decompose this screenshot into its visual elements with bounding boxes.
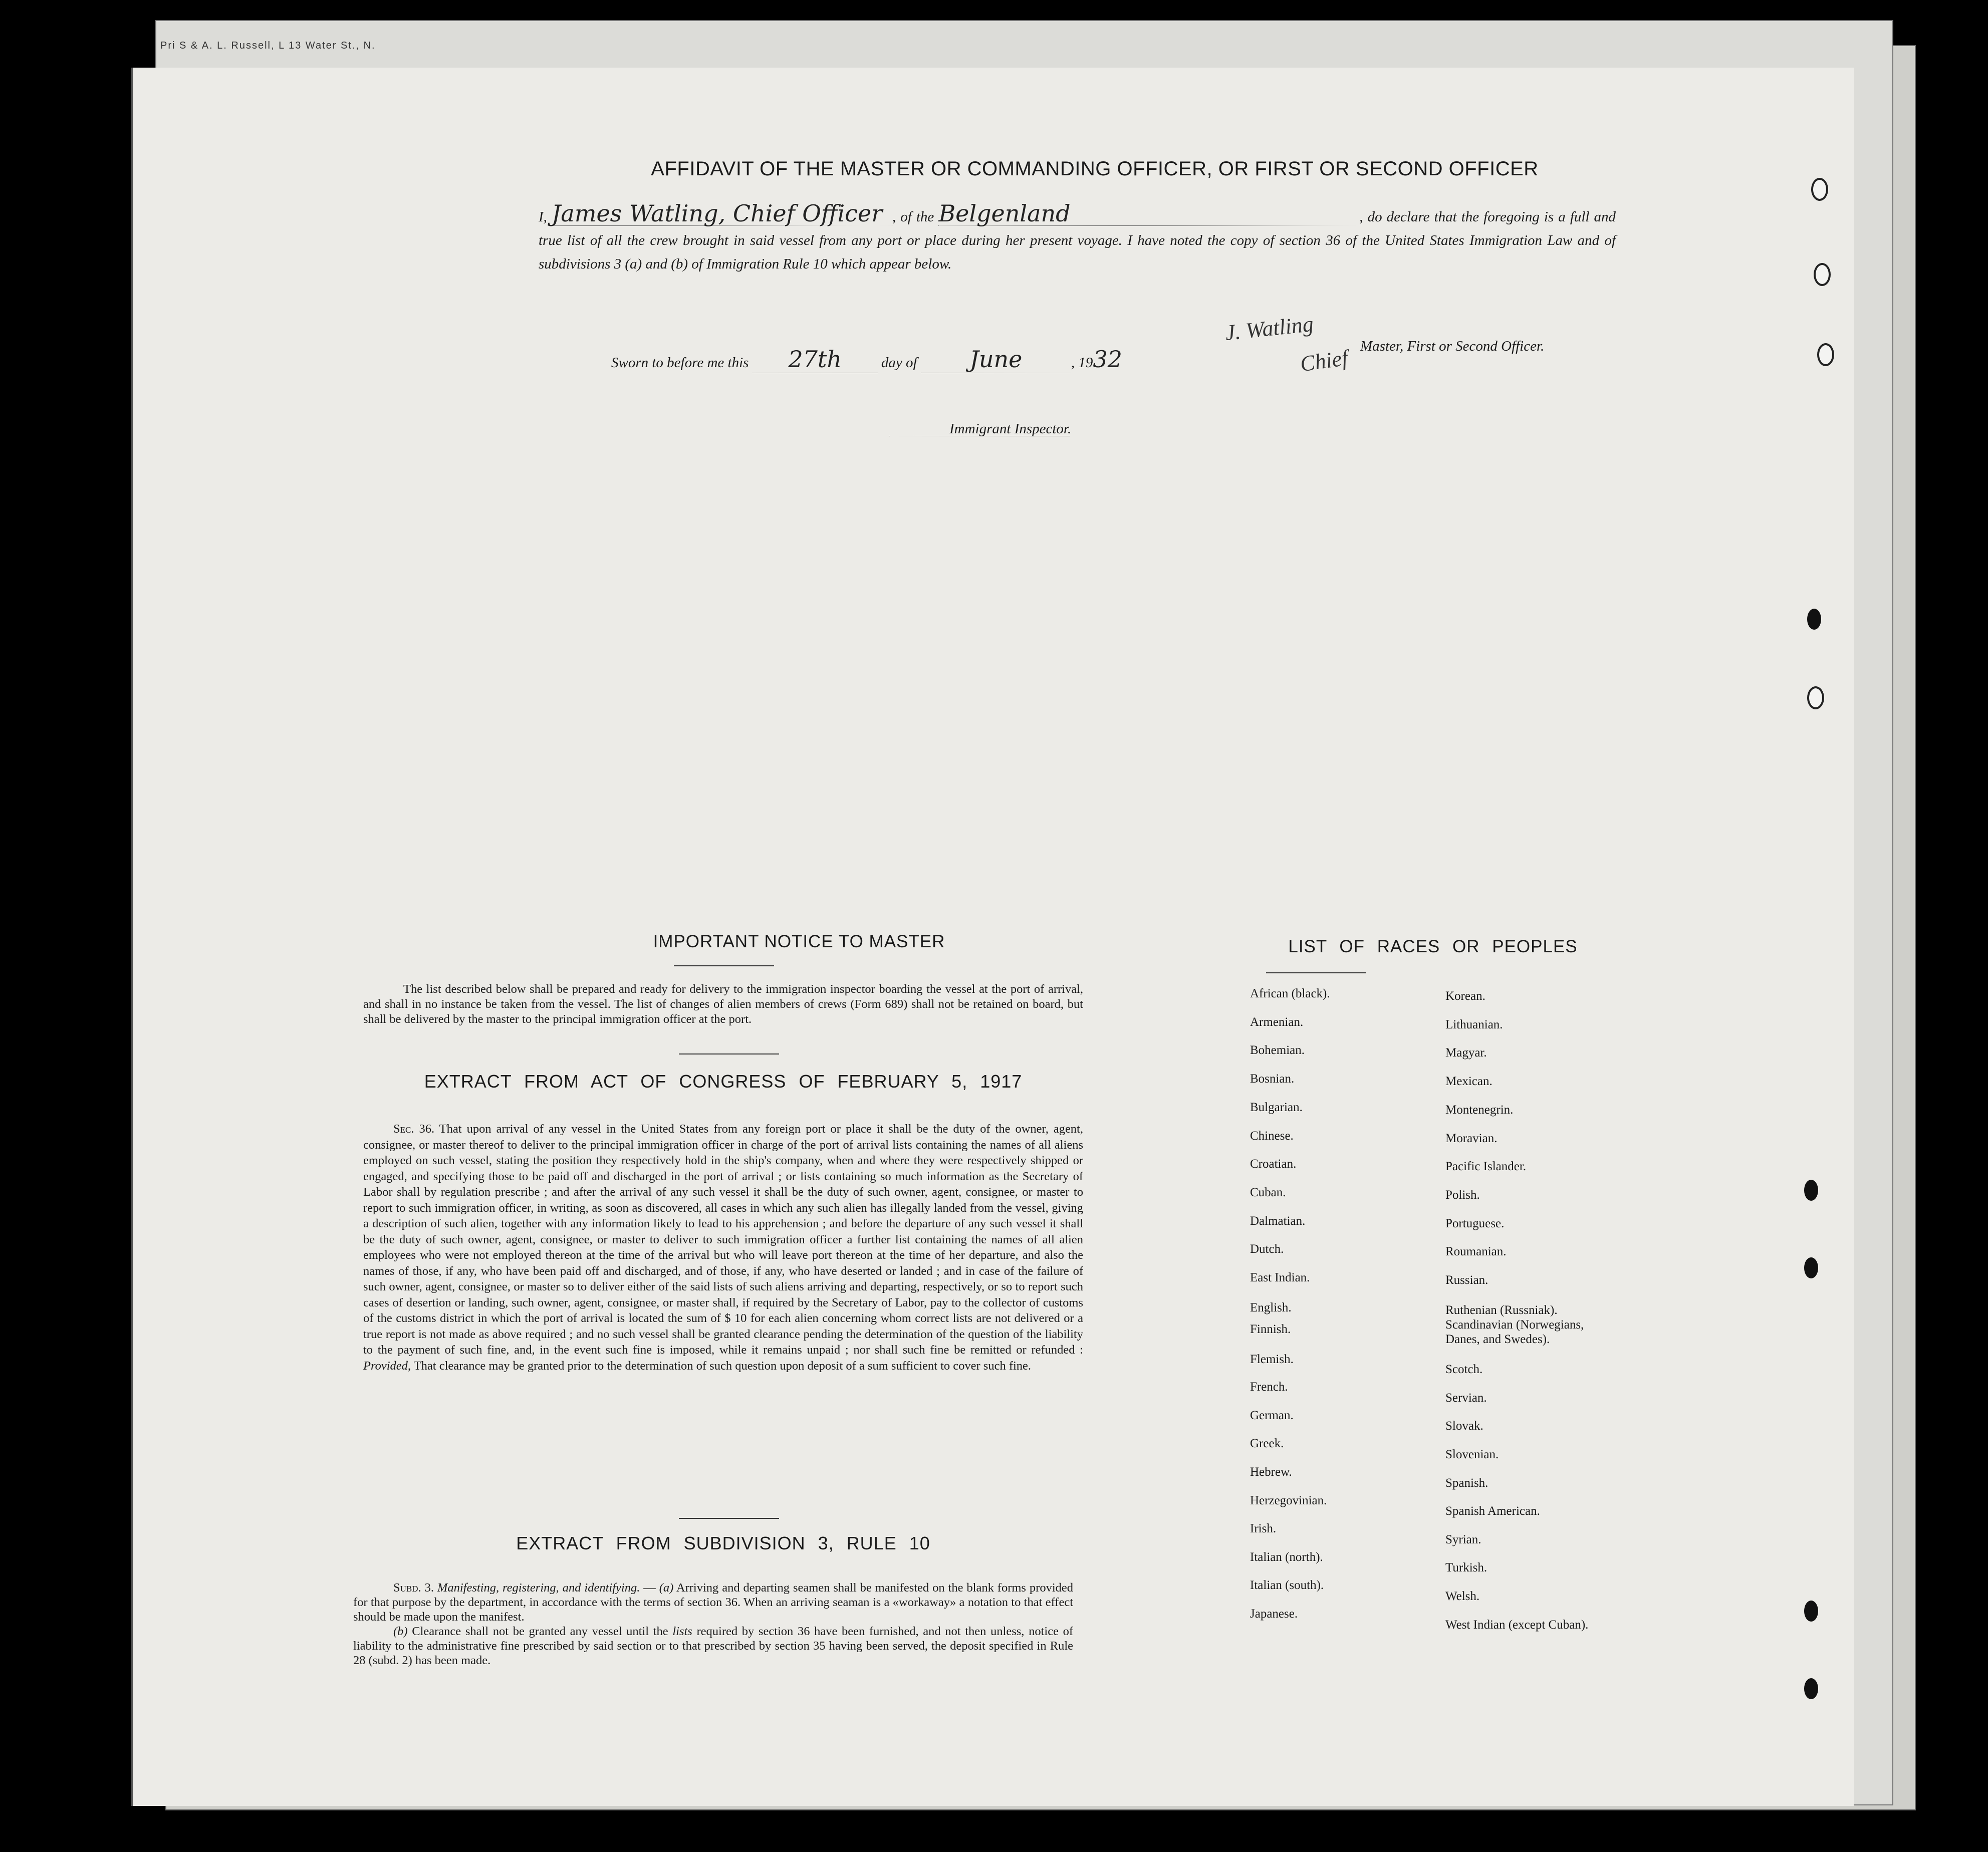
binder-hole-icon <box>1804 1678 1818 1699</box>
race-item: Lithuanian. <box>1445 1018 1503 1031</box>
race-item: Italian (north). <box>1250 1550 1323 1564</box>
binder-ring-icon <box>1811 178 1828 201</box>
section-36-text <box>363 1121 1083 1374</box>
race-item: Russian. <box>1445 1273 1488 1287</box>
race-item: Finnish. <box>1250 1322 1291 1336</box>
inspector-label: Immigrant Inspector. <box>949 421 1072 437</box>
race-item: East Indian. <box>1250 1271 1310 1284</box>
of-the-label: , of the <box>892 209 934 225</box>
officer-label: Master, First or Second Officer. <box>1360 338 1545 354</box>
race-item: Chinese. <box>1250 1129 1294 1143</box>
sworn-prefix: Sworn to before me this <box>611 355 749 371</box>
races-title-rule <box>1266 972 1366 973</box>
binder-hole-icon <box>1807 609 1821 630</box>
binder-ring-icon <box>1814 263 1831 286</box>
race-item: Herzegovinian. <box>1250 1494 1327 1507</box>
subdivision-text: Subd. 3. Manifesting, registering, and identifying. — (a) Arriving and departing seamen shall be manifested on the blank forms provided for that purpose by the department, in accordance with the terms of section 36. When an arriving seaman is a «workaway» a notation to that effect should be made upon the manifest. (b) Clearance shall not be granted any vessel until the lists required by section 36 have been furnished, and not then unless, notice of liability to the administrative fine prescribed by said section or to that prescribed by section 35 having been served, the deposit specified in Rule 28 (subd. 2) has been made. <box>353 1581 1074 1667</box>
year-handwriting: 32 <box>1093 346 1122 373</box>
race-item: Dutch. <box>1250 1242 1284 1256</box>
race-item: Slovak. <box>1445 1419 1483 1433</box>
subd-heading: Manifesting, registering, and identifying. <box>437 1581 640 1595</box>
race-item: Armenian. <box>1250 1015 1304 1029</box>
race-item: Bulgarian. <box>1250 1101 1303 1114</box>
race-item: Croatian. <box>1250 1157 1297 1171</box>
para-b-text-1: Clearance shall not be granted any vessel until the <box>412 1625 668 1638</box>
race-item: Montenegrin. <box>1445 1103 1514 1117</box>
notice-text <box>363 982 1083 1027</box>
race-item: Flemish. <box>1250 1353 1294 1366</box>
sec-body-end: That clearance may be granted prior to the determination of such question upon deposit of a sum sufficient to cover such fine. <box>413 1359 1032 1373</box>
race-item: Cuban. <box>1250 1186 1286 1199</box>
race-item: West Indian (except Cuban). <box>1445 1618 1589 1632</box>
extract-act-title: EXTRACT FROM ACT OF CONGRESS OF FEBRUARY 5, 1917 <box>424 1071 1023 1092</box>
race-item: Spanish. <box>1445 1476 1488 1490</box>
race-item: Dalmatian. <box>1250 1214 1306 1228</box>
sec-body: That upon arrival of any vessel in the United States from any foreign port or place it shall be the duty of the owner, agent, consignee, or master thereof to deliver to the principal immigration officer in charge of the port of arrival lists containing the names of all aliens employed on such vessel, stating the position they respectively hold in the ship's company, when and where they were respectively shipped or engaged, and specifying those to be paid off and discharged in the port of arrival ; or lists containing so much information as the Secretary of Labor shall by regulation prescribe ; and after the arrival of any such vessel it shall be the duty of such owner, agent, consignee, or master to report to such immigration officer, in writing, as soon as discovered, all cases in which any such alien has illegally landed from the vessel, giving a description of such alien, together with any information likely to lead to his apprehension ; and before the departure of any such vessel it shall be the duty of such owner, agent, consignee, or master to deliver to such immigration officer a further list containing the names of all alien employees who were not employed thereon at the time of the arrival but who will leave port thereon at the time of her departure, and also the names of those, if any, who have been paid off and discharged, and of those, if any, who have deserted or landed ; and in case of the failure of such owner, agent, consignee, or master so to deliver either of the said lists of such aliens arriving and departing, respectively, or so to report such cases of desertion or landing, such owner, agent, consignee, or master shall, if required by the Secretary of Labor, pay to the collector of customs of the customs district in which the port of arrival is located the sum of $ 10 for each alien concerning whom correct lists are not delivered or a true report is not made as above required ; and no such vessel shall be granted clearance pending the determination of the question of the liability to the payment of such fine, and, in the event such fine is imposed, while it remains unpaid ; nor shall such fine be remitted or refunded : <box>363 1122 1083 1357</box>
race-item: Scandinavian (Norwegians, <box>1445 1318 1584 1332</box>
race-item: Mexican. <box>1445 1075 1493 1088</box>
binder-hole-icon <box>1804 1601 1818 1622</box>
race-item: Danes, and Swedes). <box>1445 1333 1550 1346</box>
affidavit-i: I, <box>539 209 547 225</box>
race-item: Japanese. <box>1250 1607 1298 1621</box>
binder-hole-icon <box>1804 1180 1818 1201</box>
para-a-label: (a) <box>659 1581 674 1595</box>
notice-title-rule <box>674 965 774 966</box>
race-item: Bosnian. <box>1250 1072 1295 1086</box>
race-item: French. <box>1250 1380 1288 1394</box>
signature-title-handwriting: Chief <box>1299 345 1350 377</box>
affidavit-declaration-text: that the foregoing is a full and true list of all the crew brought in said vessel from any port or place during her present voyage. I have noted the copy of section 36 of the United States Immigration Law and of subdivisions 3 (a) and (b) of Immigration Rule 10 which appear below. <box>539 209 1616 272</box>
race-item: African (black). <box>1250 987 1330 1000</box>
para-b-label: (b) <box>393 1625 408 1638</box>
signature-handwriting: J. Watling <box>1223 311 1315 346</box>
provided-label: Provided, <box>363 1359 411 1373</box>
race-item: German. <box>1250 1409 1294 1422</box>
affidavit-title: AFFIDAVIT OF THE MASTER OR COMMANDING OFFICER, OR FIRST OR SECOND OFFICER <box>651 158 1539 180</box>
notice-title: IMPORTANT NOTICE TO MASTER <box>653 932 945 951</box>
notice-end-rule <box>679 1053 779 1054</box>
race-item: Servian. <box>1445 1391 1487 1405</box>
race-item: Slovenian. <box>1445 1448 1499 1461</box>
notice-body: The list described below shall be prepared and ready for delivery to the immigration inspector boarding the vessel at the port of arrival, and shall in no instance be taken from the vessel. The list of changes of alien members of crews (Form 689) shall not be retained on board, but shall be delivered by the master to the principal immigration officer at the port. <box>363 982 1083 1026</box>
extract-rule-title: EXTRACT FROM SUBDIVISION 3, RULE 10 <box>516 1533 930 1553</box>
race-item: Irish. <box>1250 1522 1277 1535</box>
binder-ring-icon <box>1817 343 1834 366</box>
race-item: Italian (south). <box>1250 1578 1324 1592</box>
race-item: Spanish American. <box>1445 1504 1540 1518</box>
race-item: Hebrew. <box>1250 1465 1292 1479</box>
binder-hole-icon <box>1804 1257 1818 1278</box>
sec-label: Sec. 36. <box>393 1122 435 1136</box>
para-a-text: Arriving and departing seamen shall be manifested on the blank forms provided for that purpose by the department, in accordance with the terms of section 36. When an arriving seaman is a «workaway» a notation to that effect should be made upon the manifest. <box>353 1581 1073 1624</box>
race-item: Turkish. <box>1445 1561 1487 1574</box>
race-item: Ruthenian (Russniak). <box>1445 1303 1558 1317</box>
day-handwriting: 27th <box>753 346 878 373</box>
race-item: Roumanian. <box>1445 1245 1507 1258</box>
subd-label: Subd. 3. <box>393 1581 434 1595</box>
binder-ring-icon <box>1807 686 1824 709</box>
vessel-handwriting: Belgenland <box>938 202 1359 226</box>
race-item: Moravian. <box>1445 1132 1498 1145</box>
do-declare-label: , do declare <box>1359 209 1430 225</box>
race-item: Welsh. <box>1445 1590 1480 1603</box>
month-handwriting: June <box>921 346 1071 373</box>
printer-imprint: Pri S & A. L. Russell, L 13 Water St., N. <box>160 40 376 51</box>
manifest-page <box>131 68 1854 1806</box>
race-item: Syrian. <box>1445 1533 1481 1546</box>
races-title: LIST OF RACES OR PEOPLES <box>1288 937 1578 956</box>
para-b-text-2: required by section 36 have been furnished, and not then unless, notice of liability to the administrative fine prescribed by said section or to that prescribed by section 35 having been served, the deposit specified in Rule 28 (subd. 2) has been made. <box>353 1625 1074 1667</box>
race-item: Pacific Islander. <box>1445 1160 1527 1173</box>
affidavit-body <box>539 202 1616 276</box>
race-item: Portuguese. <box>1445 1217 1505 1230</box>
race-item: Bohemian. <box>1250 1043 1305 1057</box>
year-prefix: , 19 <box>1071 355 1093 371</box>
day-of-label: day of <box>881 355 917 371</box>
race-item: English. <box>1250 1301 1292 1314</box>
race-item: Greek. <box>1250 1437 1284 1450</box>
race-item: Korean. <box>1445 989 1485 1003</box>
race-item: Scotch. <box>1445 1363 1483 1376</box>
para-b-lists: lists <box>672 1625 692 1638</box>
race-item: Polish. <box>1445 1188 1480 1202</box>
race-item: Magyar. <box>1445 1046 1487 1060</box>
section-end-rule <box>679 1518 779 1519</box>
declarant-handwriting: James Watling, Chief Officer <box>552 202 892 226</box>
